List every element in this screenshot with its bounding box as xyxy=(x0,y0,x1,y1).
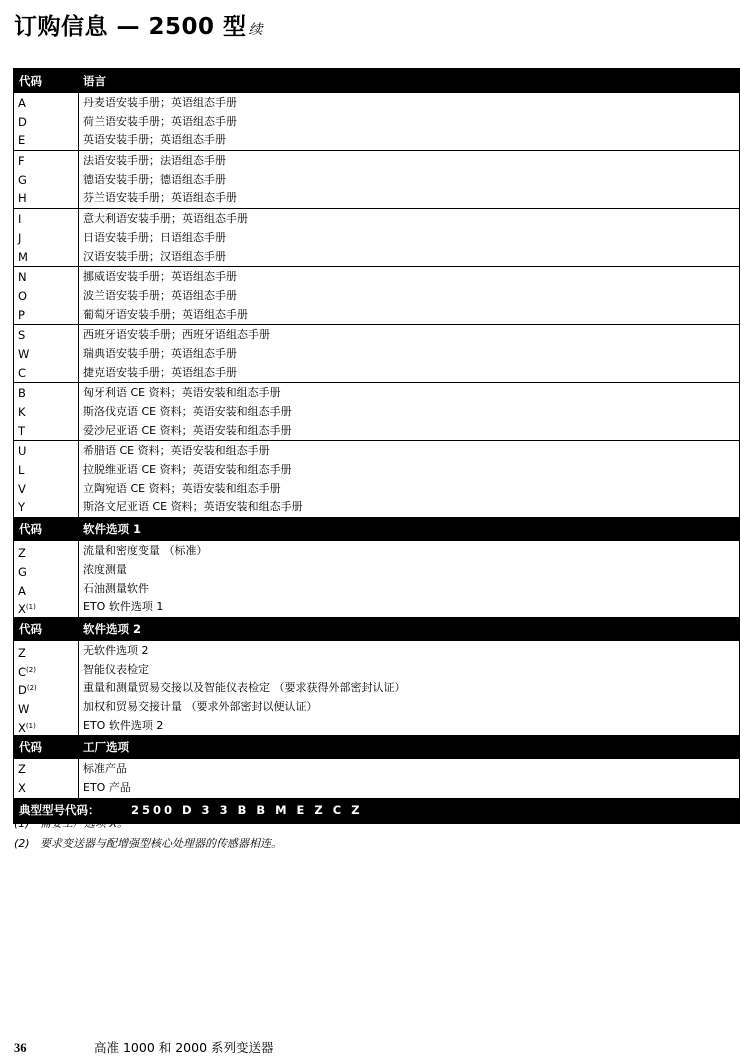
code-cell: Z xyxy=(18,762,26,777)
code-cell: K xyxy=(18,405,26,419)
desc-cell: 丹麦语安装手册；英语组态手册 xyxy=(83,96,237,109)
code-column-header: 代码 xyxy=(19,74,42,88)
desc-cell: 法语安装手册；法语组态手册 xyxy=(83,154,226,168)
ordering-table xyxy=(13,68,740,824)
code-cell: C xyxy=(18,365,27,380)
software-option-1-column-header: 软件选项 1 xyxy=(83,522,142,537)
code-cell: T xyxy=(18,423,26,438)
code-cell: I xyxy=(18,212,22,227)
desc-cell: 无软件选项 2 xyxy=(83,643,149,657)
code-cell: M xyxy=(18,249,28,264)
code-cell: E xyxy=(18,133,26,148)
code-cell: G xyxy=(18,172,27,187)
factory-option-header xyxy=(14,735,739,759)
desc-cell: 日语安装手册；日语组态手册 xyxy=(83,230,226,244)
code-cell: A xyxy=(18,583,26,598)
page-footer xyxy=(14,1038,274,1056)
language-group xyxy=(14,267,739,325)
language-column-header: 语言 xyxy=(83,74,106,88)
footnote-ref: (1) xyxy=(25,721,36,730)
code-cell: F xyxy=(18,154,25,169)
desc-cell: 德语安装手册；德语组态手册 xyxy=(83,172,226,186)
code-column-header: 代码 xyxy=(19,522,42,537)
footnote-text: 要求变送器与配增强型核心处理器的传感器相连。 xyxy=(40,837,282,850)
code-cell: P xyxy=(18,307,25,322)
footnote-ref: (1) xyxy=(25,603,36,612)
desc-cell: 斯洛文尼亚语 CE 资料；英语安装和组态手册 xyxy=(83,500,303,514)
desc-cell: 智能仪表检定 xyxy=(83,662,149,676)
language-group xyxy=(14,151,739,209)
page-title-main: 订购信息 — 2500 型 xyxy=(14,14,247,40)
desc-cell: 标准产品 xyxy=(83,762,127,776)
factory-option-rows xyxy=(14,759,739,797)
desc-cell: ETO 产品 xyxy=(83,781,131,794)
language-group xyxy=(14,93,739,151)
typical-model-value: 2500 D 3 3 B B M E Z C Z xyxy=(131,803,363,818)
desc-cell: 斯洛伐克语 CE 资料；英语安装和组态手册 xyxy=(83,405,292,418)
software-option-2-header xyxy=(14,617,739,641)
desc-cell: 石油测量软件 xyxy=(83,581,149,595)
page-title xyxy=(14,8,263,41)
code-column-header: 代码 xyxy=(19,621,42,636)
software-option-2-rows xyxy=(14,641,739,735)
code-cell: $D^{(2)}$ xyxy=(18,683,37,698)
code-cell: D xyxy=(18,114,27,129)
code-cell: Z xyxy=(18,645,26,660)
code-cell: L xyxy=(18,463,25,478)
desc-cell: ETO 软件选项 2 xyxy=(83,718,164,732)
code-cell: G xyxy=(18,564,27,579)
language-section xyxy=(14,69,739,517)
code-cell: W xyxy=(18,701,30,716)
software-option-2-section xyxy=(14,617,739,735)
code-cell: N xyxy=(18,270,27,285)
desc-cell: 爱沙尼亚语 CE 资料；英语安装和组态手册 xyxy=(83,423,292,437)
language-group xyxy=(14,383,739,441)
code-cell: A xyxy=(18,96,26,110)
footnote-text: 需要工厂选项 X。 xyxy=(40,817,129,830)
language-group xyxy=(14,325,739,383)
code-cell: S xyxy=(18,328,26,343)
code-cell: B xyxy=(18,386,26,401)
desc-cell: 芬兰语安装手册；英语组态手册 xyxy=(83,191,237,205)
desc-cell: 葡萄牙语安装手册；英语组态手册 xyxy=(83,307,248,321)
software-option-2-column-header: 软件选项 2 xyxy=(83,621,142,636)
factory-option-column-header: 工厂选项 xyxy=(83,740,129,755)
footnote-ref: (2) xyxy=(26,665,36,674)
desc-cell: 西班牙语安装手册；西班牙语组态手册 xyxy=(83,328,270,342)
factory-option-section xyxy=(14,735,739,797)
language-group xyxy=(14,441,739,517)
typical-model-label: 典型型号代码： xyxy=(19,803,100,818)
document-title: 高准 1000 和 2000 系列变送器 xyxy=(94,1040,274,1055)
desc-cell: 立陶宛语 CE 资料；英语安装和组态手册 xyxy=(83,481,281,495)
desc-cell: 瑞典语安装手册；英语组态手册 xyxy=(83,346,237,360)
page-number: 36 xyxy=(14,1041,27,1055)
footnote-number: (2) xyxy=(14,837,30,850)
code-column-header: 代码 xyxy=(19,740,42,755)
code-cell: Z xyxy=(18,546,26,561)
footnote-ref: (2) xyxy=(26,684,37,693)
desc-cell: 流量和密度变量 （标准） xyxy=(83,544,208,558)
code-cell: U xyxy=(18,444,27,459)
language-group xyxy=(14,209,739,267)
desc-cell: 波兰语安装手册；英语组态手册 xyxy=(83,288,237,302)
footnote-number: (1) xyxy=(14,817,30,830)
code-cell: V xyxy=(18,481,26,496)
code-cell: X xyxy=(18,781,26,795)
software-option-1-section xyxy=(14,517,739,617)
desc-cell: 捷克语安装手册；英语组态手册 xyxy=(83,365,237,379)
code-cell: $C^{(2)}$ xyxy=(18,664,36,679)
desc-cell: 拉脱维亚语 CE 资料；英语安装和组态手册 xyxy=(83,463,292,477)
desc-cell: 希腊语 CE 资料；英语安装和组态手册 xyxy=(83,444,270,458)
desc-cell: ETO 软件选项 1 xyxy=(83,600,164,614)
code-cell: J xyxy=(18,230,22,245)
page-title-continued: 续 xyxy=(248,22,264,38)
desc-cell: 英语安装手册；英语组态手册 xyxy=(83,133,226,147)
software-option-1-header xyxy=(14,517,739,541)
desc-cell: 汉语安装手册；汉语组态手册 xyxy=(83,249,226,263)
desc-cell: 重量和测量贸易交接以及智能仪表检定 （要求获得外部密封认证） xyxy=(83,681,406,695)
code-cell: Y xyxy=(18,500,26,515)
desc-cell: 浓度测量 xyxy=(83,562,127,576)
code-cell: H xyxy=(18,191,27,206)
desc-cell: 挪威语安装手册；英语组态手册 xyxy=(83,270,237,284)
desc-cell: 荷兰语安装手册；英语组态手册 xyxy=(83,114,237,128)
footnote xyxy=(14,834,282,854)
code-cell: $X^{(1)}$ xyxy=(18,602,36,617)
software-option-1-rows xyxy=(14,541,739,617)
code-cell: O xyxy=(18,288,28,303)
desc-cell: 意大利语安装手册；英语组态手册 xyxy=(83,212,248,226)
code-cell: $X^{(1)}$ xyxy=(18,720,36,735)
code-cell: W xyxy=(18,346,30,361)
footnotes xyxy=(14,814,282,854)
language-header xyxy=(14,69,739,93)
desc-cell: 加权和贸易交接计量 （要求外部密封以便认证） xyxy=(83,699,318,713)
footnote xyxy=(14,814,282,834)
desc-cell: 匈牙利语 CE 资料；英语安装和组态手册 xyxy=(83,386,281,400)
